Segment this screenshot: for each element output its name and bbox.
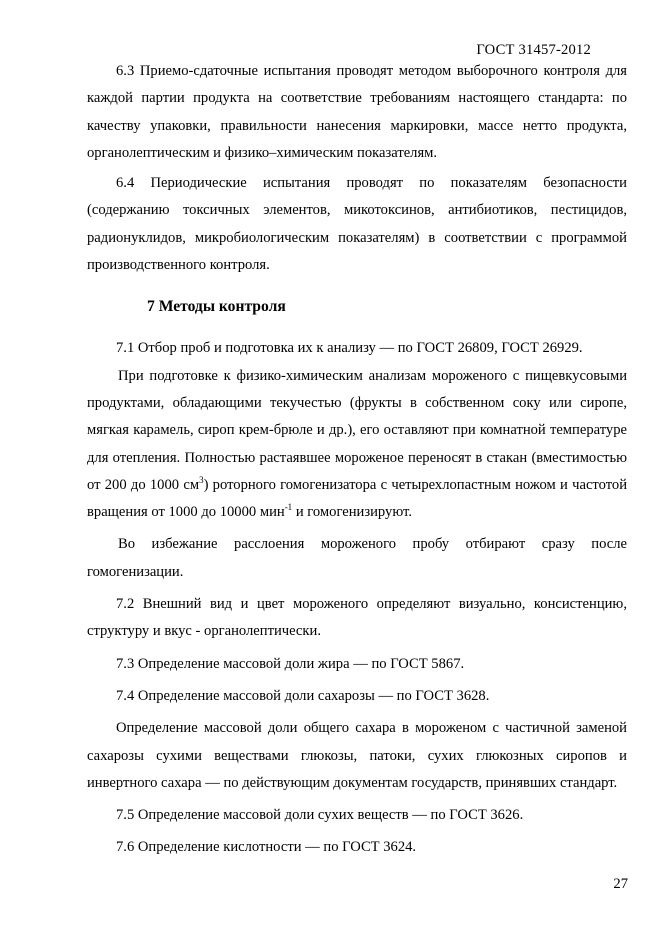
paragraph-7-3: 7.3 Определение массовой доли жира — по ГОСТ 5867.	[116, 655, 465, 672]
page-number: 27	[613, 876, 628, 892]
paragraph-7-6: 7.6 Определение кислотности — по ГОСТ 3624.	[116, 839, 417, 856]
paragraph-6-4: 6.4 Периодические испытания проводят по показателям безопасности (содержанию токсичных элементов, микотоксинов, антибиотиков, пестицидов, радионуклидов, микробиологическим показателям) в соответствии с программой производственного контроля.	[87, 175, 627, 274]
paragraph-7-5: 7.5 Определение массовой доли сухих веществ — по ГОСТ 3626.	[116, 807, 524, 824]
superscript-cubic: 3	[199, 475, 204, 485]
paragraph-7-1-sampling: Во избежание расслоения мороженого пробу отбирают сразу после гомогенизации.	[87, 536, 627, 580]
document-body	[87, 58, 627, 862]
paragraph-7-1: 7.1 Отбор проб и подготовка их к анализу — по ГОСТ 26809, ГОСТ 26929.	[116, 340, 583, 357]
paragraph-7-1-preparation-text-3: и гомогенизируют.	[292, 504, 412, 521]
paragraph-7-1-preparation-text-2: ) роторного гомогенизатора с четырехлопастным ножом и частотой вращения от 1000 до 10000 мин	[87, 476, 627, 521]
page-header-standard: ГОСТ 31457-2012	[476, 42, 591, 58]
paragraph-7-1-preparation-text-1: При подготовке к физико-химическим анализам мороженого с пищевкусовыми продуктами, обладающими текучестью (фрукты в собственном соку или сиропе, мягкая карамель, сироп крем-брюле и др.), его оставляют при комнатной температуре для отепления. Полностью растаявшее мороженое переносят в стакан (вместимостью от 200 до 1000 см	[87, 367, 627, 493]
paragraph-7-4: 7.4 Определение массовой доли сахарозы — по ГОСТ 3628.	[116, 687, 490, 704]
paragraph-7-1-preparation	[87, 363, 627, 527]
section-title: 7 Методы контроля	[147, 298, 286, 316]
paragraph-7-2: 7.2 Внешний вид и цвет мороженого определяют визуально, консистенцию, структуру и вкус - органолептически.	[87, 596, 627, 640]
superscript-per-minute: -1	[284, 502, 293, 513]
paragraph-6-3: 6.3 Приемо-сдаточные испытания проводят методом выборочного контроля для каждой партии продукта на соответствие требованиям настоящего стандарта: по качеству упаковки, правильности нанесения маркировки, массе нетто продукта, органолептическим и физико–химическим показателям.	[87, 63, 627, 161]
paragraph-7-4-total-sugar: Определение массовой доли общего сахара в мороженом с частичной заменой сахарозы сухими веществами глюкозы, патоки, сухих глюкозных сиропов и инвертного сахара — по действующим документам государств, принявших стандарт.	[87, 720, 627, 791]
